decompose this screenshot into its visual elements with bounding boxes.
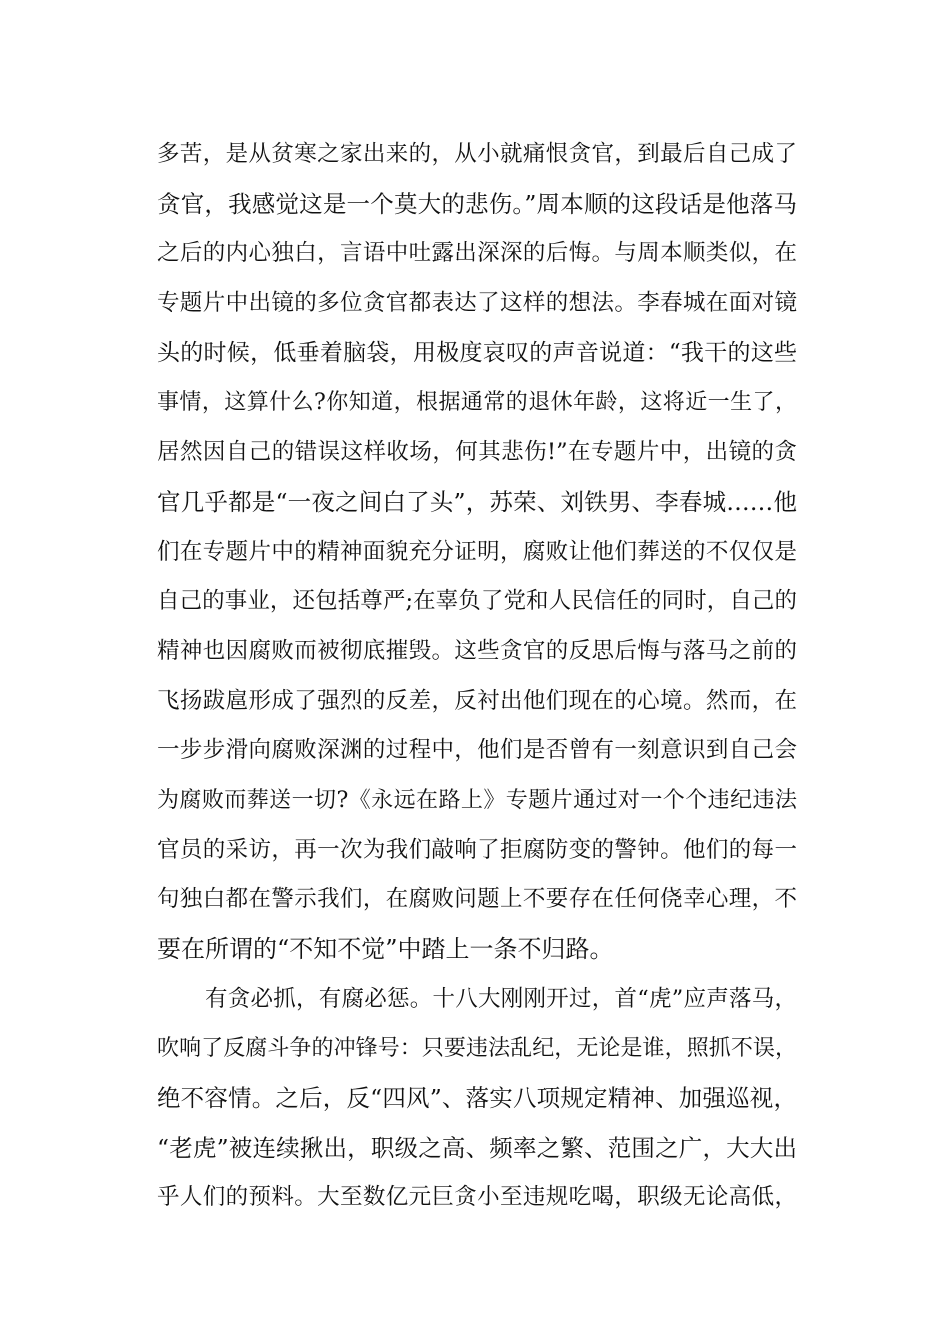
text-line: 居然因自己的错误这样收场，何其悲伤!”在专题片中，出镜的贪 xyxy=(157,439,797,466)
text-line: 专题片中出镜的多位贪官都表达了这样的想法。李春城在面对镜 xyxy=(157,290,797,317)
text-line: 飞扬跋扈形成了强烈的反差，反衬出他们现在的心境。然而，在 xyxy=(157,687,797,714)
text-line: 一步步滑向腐败深渊的过程中，他们是否曾有一刻意识到自己会 xyxy=(157,737,797,764)
text-line: 精神也因腐败而被彻底摧毁。这些贪官的反思后悔与落马之前的 xyxy=(157,637,797,664)
text-line: 自己的事业，还包括尊严;在辜负了党和人民信任的同时，自己的 xyxy=(157,588,797,615)
text-line: 多苦，是从贫寒之家出来的，从小就痛恨贪官，到最后自己成了 xyxy=(157,141,797,167)
body-text xyxy=(157,130,797,1223)
text-line: 乎人们的预料。大至数亿元巨贪小至违规吃喝，职级无论高低， xyxy=(157,1184,797,1211)
text-line: 有贪必抓，有腐必惩。十八大刚刚开过，首“虎”应声落马， xyxy=(205,985,797,1012)
paragraph-2 xyxy=(157,975,797,1223)
text-line: 要在所谓的“不知不觉”中踏上一条不归路。 xyxy=(157,935,614,963)
text-line: 官员的采访，再一次为我们敲响了拒腐防变的警钟。他们的每一 xyxy=(157,836,797,863)
text-line: “老虎”被连续揪出，职级之高、频率之繁、范围之广，大大出 xyxy=(157,1133,797,1162)
text-line: 为腐败而葬送一切?《永远在路上》专题片通过对一个个违纪违法 xyxy=(157,787,797,813)
text-line: 之后的内心独白，言语中吐露出深深的后悔。与周本顺类似，在 xyxy=(157,240,797,267)
text-line: 绝不容情。之后，反“四风”、落实八项规定精神、加强巡视， xyxy=(157,1084,797,1113)
text-line: 头的时候，低垂着脑袋，用极度哀叹的声音说道：“我干的这些 xyxy=(157,339,797,366)
text-line: 吹响了反腐斗争的冲锋号：只要违法乱纪，无论是谁，照抓不误， xyxy=(157,1036,797,1062)
text-line: 事情，这算什么?你知道，根据通常的退休年龄，这将近一生了， xyxy=(157,390,797,416)
text-line: 们在专题片中的精神面貌充分证明，腐败让他们葬送的不仅仅是 xyxy=(157,538,797,565)
text-line: 贪官，我感觉这是一个莫大的悲伤。”周本顺的这段话是他落马 xyxy=(157,189,797,218)
text-line: 官几乎都是“一夜之间白了头”，苏荣、刘铁男、李春城……他 xyxy=(157,487,797,516)
text-line: 句独白都在警示我们，在腐败问题上不要存在任何侥幸心理，不 xyxy=(157,886,797,913)
paragraph-1 xyxy=(157,130,797,975)
